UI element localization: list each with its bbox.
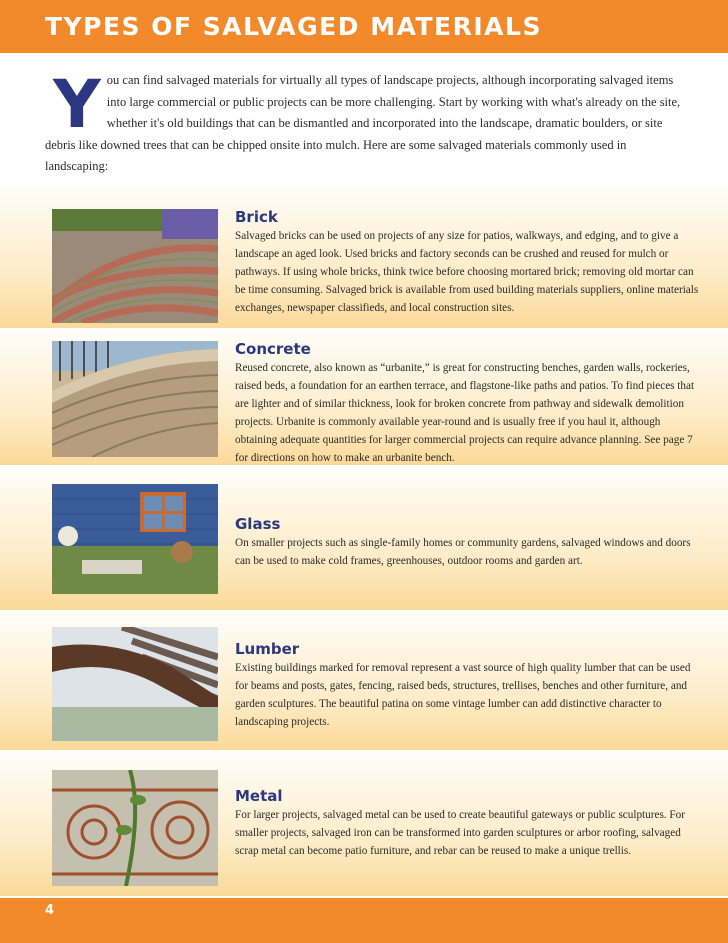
footer-band [0,898,728,943]
material-title: Lumber [235,640,300,658]
timber-pergola-photo [52,627,218,741]
material-description: For larger projects, salvaged metal can be used to create beautiful gateways or public sculptures. For smaller projects, salvaged iron can be transformed into garden sculptures or arbor roofing, salvaged scrap metal can become patio furniture, and rebar can be reused to make a unique trellis. [235,809,685,857]
material-title: Concrete [235,340,311,358]
page-number: 4 [45,903,55,918]
material-description: Existing buildings marked for removal represent a vast source of high quality lumber that can be used for beams and posts, gates, fencing, raised beds, structures, trellises, benches and other furniture, and garden sculptures. The beautiful patina on some vintage lumber can add distinctive character to landscaping projects. [235,662,691,728]
drop-cap: Y [53,66,101,143]
material-title: Brick [235,208,278,226]
material-title: Metal [235,787,283,805]
brick-patio-photo [52,209,218,323]
urbanite-wall-photo [52,341,218,457]
intro-paragraph [45,66,685,178]
garden-window-photo [52,484,218,594]
page-title: TYPES OF SALVAGED MATERIALS [45,12,542,41]
iron-scrollwork-photo [52,770,218,886]
intro-text: ou can find salvaged materials for virtually all types of landscape projects, although incorporating salvaged items into large commercial or public projects can be more challenging. Start by working with what's already on the site, whether it's old buildings that can be dismantled and incorporated into the landscape, dramatic boulders, or site debris like downed trees that can be chipped onsite into mulch. Here are some salvaged materials commonly used in landscaping: [45,73,681,174]
material-description: Salvaged bricks can be used on projects of any size for patios, walkways, and edging, and to give a landscape an aged look. Used bricks and factory seconds can be crushed and reused for mulch or pathways. If using whole bricks, think twice before choosing mortared brick; removing old mortar can be time consuming. Salvaged brick is available from used building materials suppliers, online materials exchanges, newspaper classifieds, and local construction sites. [235,230,699,314]
material-description: On smaller projects such as single-family homes or community gardens, salvaged windows and doors can be used to make cold frames, greenhouses, outdoor rooms and garden art. [235,537,691,567]
material-description: Reused concrete, also known as “urbanite,” is great for constructing benches, garden walls, rockeries, raised beds, a foundation for an earthen terrace, and flagstone-like paths and patios. To find pieces that are lighter and of similar thickness, look for broken concrete from pathway and sidewalk demolition projects. Urbanite is commonly available year-round and is usually free if you haul it, although obtaining adequate quantities for larger commercial projects can require advance planning. See page 7 for directions on how to make an urbanite bench. [235,362,695,464]
material-title: Glass [235,515,281,533]
